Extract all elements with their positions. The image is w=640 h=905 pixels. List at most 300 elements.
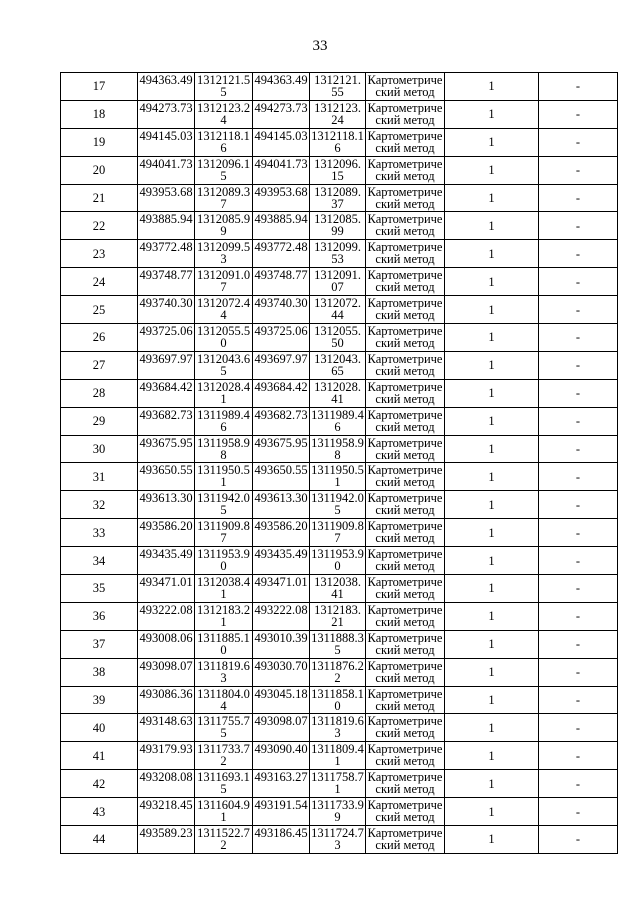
new-y-cell — [310, 296, 366, 324]
new-y-cell — [310, 156, 366, 184]
method-text: Картометрический метод — [367, 686, 443, 713]
existing-y-cell — [195, 212, 253, 240]
description-cell — [539, 602, 618, 630]
description-cell — [539, 519, 618, 547]
method-cell — [366, 602, 445, 630]
new-y-cell — [310, 519, 366, 547]
new-x-cell — [253, 547, 310, 575]
table-row — [61, 547, 618, 575]
accuracy-cell — [445, 351, 539, 379]
new-x-cell — [253, 686, 310, 714]
new-y-text: 1311942.05 — [311, 491, 364, 518]
accuracy-text: 1 — [488, 414, 495, 429]
existing-y-text: 1311909.87 — [197, 519, 250, 546]
new-y-cell — [310, 128, 366, 156]
point-number-cell — [61, 575, 138, 603]
existing-y-text: 1312038.41 — [196, 575, 251, 602]
table-row — [61, 184, 618, 212]
table-row — [61, 519, 618, 547]
existing-x-cell — [138, 240, 195, 268]
existing-y-cell — [195, 602, 253, 630]
description-text: - — [575, 804, 581, 819]
method-text: Картометрический метод — [367, 491, 443, 518]
description-text: - — [575, 386, 581, 401]
existing-y-cell — [195, 156, 253, 184]
new-x-cell — [253, 826, 310, 854]
new-x-cell — [253, 463, 310, 491]
method-text: Картометрический метод — [367, 770, 443, 797]
new-x-cell — [253, 351, 310, 379]
accuracy-text: 1 — [488, 274, 495, 289]
existing-x-cell — [138, 100, 195, 128]
method-text: Картометрический метод — [367, 575, 443, 602]
new-x-cell — [253, 156, 310, 184]
accuracy-cell — [445, 73, 539, 101]
existing-y-text: 1312099.53 — [196, 240, 251, 267]
point-number-text: 41 — [92, 748, 106, 763]
point-number-cell — [61, 240, 138, 268]
new-x-text: 493748.77 — [254, 268, 308, 283]
point-number-cell — [61, 602, 138, 630]
existing-x-cell — [138, 379, 195, 407]
existing-y-cell — [195, 73, 253, 101]
point-number-cell — [61, 519, 138, 547]
new-y-text: 1311953.90 — [311, 547, 364, 574]
method-text: Картометрический метод — [367, 547, 443, 574]
new-x-text: 493191.54 — [254, 798, 308, 813]
method-text: Картометрический метод — [367, 184, 443, 211]
method-cell — [366, 407, 445, 435]
table-row — [61, 658, 618, 686]
accuracy-text: 1 — [488, 330, 495, 345]
new-x-text: 493675.95 — [254, 435, 308, 450]
new-y-cell — [310, 491, 366, 519]
accuracy-cell — [445, 714, 539, 742]
point-number-cell — [61, 184, 138, 212]
new-x-text: 493030.70 — [254, 658, 308, 673]
accuracy-cell — [445, 742, 539, 770]
existing-x-cell — [138, 351, 195, 379]
new-x-text: 493682.73 — [254, 407, 308, 422]
existing-x-cell — [138, 324, 195, 352]
method-cell — [366, 212, 445, 240]
new-x-text: 493725.06 — [254, 324, 308, 339]
new-x-cell — [253, 184, 310, 212]
method-text: Картометрический метод — [367, 240, 443, 267]
new-x-cell — [253, 630, 310, 658]
existing-y-text: 1312055.50 — [196, 324, 251, 351]
accuracy-text: 1 — [488, 442, 495, 457]
accuracy-cell — [445, 100, 539, 128]
new-y-cell — [310, 714, 366, 742]
existing-x-text: 494273.73 — [139, 100, 193, 115]
point-number-cell — [61, 212, 138, 240]
point-number-cell — [61, 742, 138, 770]
description-text: - — [575, 330, 581, 345]
point-number-cell — [61, 798, 138, 826]
point-number-text: 33 — [92, 525, 106, 540]
method-cell — [366, 826, 445, 854]
existing-x-cell — [138, 826, 195, 854]
accuracy-text: 1 — [488, 163, 495, 178]
method-cell — [366, 547, 445, 575]
accuracy-text: 1 — [488, 832, 495, 847]
new-x-text: 493045.18 — [254, 686, 308, 701]
new-y-cell — [310, 100, 366, 128]
accuracy-cell — [445, 491, 539, 519]
new-y-text: 1311888.35 — [311, 630, 364, 657]
point-number-cell — [61, 128, 138, 156]
existing-x-cell — [138, 630, 195, 658]
new-x-cell — [253, 770, 310, 798]
point-number-cell — [61, 73, 138, 101]
existing-x-cell — [138, 435, 195, 463]
accuracy-cell — [445, 379, 539, 407]
point-number-text: 39 — [92, 693, 106, 708]
new-y-cell — [310, 407, 366, 435]
new-y-text: 1312123.24 — [314, 100, 361, 127]
accuracy-text: 1 — [488, 776, 495, 791]
new-y-text: 1311858.10 — [311, 686, 364, 713]
description-cell — [539, 658, 618, 686]
table-row — [61, 379, 618, 407]
accuracy-text: 1 — [488, 246, 495, 261]
existing-y-text: 1312118.16 — [197, 128, 250, 155]
new-x-cell — [253, 296, 310, 324]
description-text: - — [575, 442, 581, 457]
point-number-cell — [61, 100, 138, 128]
point-number-cell — [61, 379, 138, 407]
method-text: Картометрический метод — [367, 602, 443, 629]
new-y-cell — [310, 379, 366, 407]
existing-y-text: 1312091.07 — [196, 268, 251, 295]
new-y-text: 1312089.37 — [314, 184, 361, 211]
description-cell — [539, 100, 618, 128]
table-row — [61, 73, 618, 101]
table-row — [61, 212, 618, 240]
existing-x-text: 493179.93 — [139, 742, 193, 757]
accuracy-text: 1 — [488, 302, 495, 317]
existing-y-cell — [195, 407, 253, 435]
existing-x-text: 493435.49 — [139, 547, 193, 562]
description-text: - — [575, 163, 581, 178]
existing-x-text: 493008.06 — [139, 630, 193, 645]
accuracy-text: 1 — [488, 358, 495, 373]
new-x-cell — [253, 73, 310, 101]
existing-x-text: 493650.55 — [139, 463, 193, 478]
new-y-text: 1311958.98 — [311, 435, 364, 462]
existing-y-cell — [195, 296, 253, 324]
existing-y-cell — [195, 128, 253, 156]
point-number-cell — [61, 435, 138, 463]
point-number-cell — [61, 324, 138, 352]
point-number-cell — [61, 407, 138, 435]
existing-y-text: 1311942.05 — [197, 491, 250, 518]
existing-y-cell — [195, 686, 253, 714]
description-cell — [539, 240, 618, 268]
existing-x-text: 493885.94 — [139, 212, 193, 227]
new-x-cell — [253, 519, 310, 547]
new-y-text: 1312118.16 — [311, 128, 364, 155]
description-text: - — [575, 469, 581, 484]
description-cell — [539, 351, 618, 379]
new-y-cell — [310, 268, 366, 296]
description-cell — [539, 742, 618, 770]
method-text: Картометрический метод — [367, 435, 443, 462]
existing-x-text: 493086.36 — [139, 686, 193, 701]
new-x-cell — [253, 100, 310, 128]
description-text: - — [575, 107, 581, 122]
point-number-text: 22 — [92, 218, 106, 233]
description-text: - — [575, 302, 581, 317]
point-number-cell — [61, 268, 138, 296]
method-cell — [366, 463, 445, 491]
new-x-text: 493885.94 — [254, 212, 308, 227]
existing-y-cell — [195, 547, 253, 575]
new-x-text: 493697.97 — [254, 351, 308, 366]
table-row — [61, 268, 618, 296]
method-text: Картометрический метод — [367, 379, 443, 406]
new-y-text: 1311989.46 — [311, 407, 364, 434]
new-x-cell — [253, 379, 310, 407]
accuracy-cell — [445, 156, 539, 184]
existing-y-cell — [195, 240, 253, 268]
existing-x-cell — [138, 770, 195, 798]
new-y-cell — [310, 658, 366, 686]
point-number-cell — [61, 156, 138, 184]
method-cell — [366, 128, 445, 156]
existing-x-text: 493748.77 — [139, 268, 193, 283]
method-cell — [366, 686, 445, 714]
point-number-text: 36 — [92, 609, 106, 624]
point-number-cell — [61, 658, 138, 686]
point-number-text: 21 — [92, 191, 106, 205]
new-x-cell — [253, 742, 310, 770]
accuracy-text: 1 — [488, 748, 495, 763]
new-y-cell — [310, 686, 366, 714]
method-text: Картометрический метод — [367, 351, 443, 378]
method-cell — [366, 630, 445, 658]
existing-x-text: 494363.49 — [139, 73, 193, 87]
existing-y-text: 1312072.44 — [196, 296, 251, 323]
existing-x-text: 493098.07 — [139, 658, 193, 673]
table-row — [61, 742, 618, 770]
accuracy-cell — [445, 407, 539, 435]
method-text: Картометрический метод — [367, 742, 443, 769]
new-y-text: 1312121.55 — [314, 73, 361, 99]
new-x-cell — [253, 658, 310, 686]
existing-x-cell — [138, 798, 195, 826]
description-text: - — [575, 581, 581, 596]
new-y-cell — [310, 770, 366, 798]
new-y-cell — [310, 212, 366, 240]
method-text: Картометрический метод — [367, 100, 443, 127]
method-text: Картометрический метод — [367, 798, 443, 825]
point-number-text: 23 — [92, 246, 106, 261]
description-cell — [539, 770, 618, 798]
point-number-text: 43 — [92, 804, 106, 819]
accuracy-text: 1 — [488, 804, 495, 819]
new-y-text: 1312096.15 — [314, 156, 361, 183]
method-cell — [366, 100, 445, 128]
new-y-text: 1312028.41 — [314, 379, 361, 406]
existing-x-cell — [138, 73, 195, 101]
method-cell — [366, 435, 445, 463]
method-text: Картометрический метод — [367, 826, 443, 853]
new-x-text: 493650.55 — [254, 463, 308, 478]
description-cell — [539, 268, 618, 296]
accuracy-text: 1 — [488, 553, 495, 568]
method-text: Картометрический метод — [367, 407, 443, 434]
existing-y-text: 1311604.91 — [197, 798, 250, 825]
existing-y-cell — [195, 435, 253, 463]
existing-x-cell — [138, 686, 195, 714]
existing-x-cell — [138, 407, 195, 435]
description-text: - — [575, 832, 581, 847]
new-x-text: 493740.30 — [254, 296, 308, 311]
table-row — [61, 770, 618, 798]
accuracy-cell — [445, 212, 539, 240]
table-row — [61, 630, 618, 658]
description-cell — [539, 73, 618, 101]
accuracy-cell — [445, 463, 539, 491]
existing-y-cell — [195, 658, 253, 686]
new-x-text: 494041.73 — [254, 156, 308, 171]
description-text: - — [575, 525, 581, 540]
accuracy-text: 1 — [488, 525, 495, 540]
new-x-cell — [253, 268, 310, 296]
existing-x-cell — [138, 519, 195, 547]
existing-y-cell — [195, 268, 253, 296]
accuracy-text: 1 — [488, 665, 495, 680]
existing-x-text: 493682.73 — [139, 407, 193, 422]
description-cell — [539, 379, 618, 407]
new-x-cell — [253, 602, 310, 630]
point-number-text: 27 — [92, 358, 106, 373]
new-x-text: 493613.30 — [254, 491, 308, 506]
accuracy-cell — [445, 547, 539, 575]
method-text: Картометрический метод — [367, 714, 443, 741]
accuracy-cell — [445, 575, 539, 603]
new-y-text: 1311909.87 — [311, 519, 364, 546]
existing-x-cell — [138, 296, 195, 324]
point-number-text: 35 — [92, 581, 106, 596]
description-text: - — [575, 274, 581, 289]
point-number-cell — [61, 547, 138, 575]
accuracy-text: 1 — [488, 720, 495, 735]
table-row — [61, 714, 618, 742]
accuracy-text: 1 — [488, 637, 495, 652]
point-number-cell — [61, 826, 138, 854]
new-y-cell — [310, 602, 366, 630]
existing-y-text: 1311885.10 — [197, 630, 250, 657]
point-number-cell — [61, 296, 138, 324]
existing-y-cell — [195, 100, 253, 128]
accuracy-text: 1 — [488, 191, 495, 205]
method-cell — [366, 575, 445, 603]
new-y-cell — [310, 826, 366, 854]
table-row — [61, 100, 618, 128]
new-y-cell — [310, 742, 366, 770]
existing-x-cell — [138, 268, 195, 296]
existing-y-text: 1312183.21 — [196, 602, 251, 629]
new-y-text: 1312072.44 — [314, 296, 361, 323]
accuracy-cell — [445, 826, 539, 854]
accuracy-text: 1 — [488, 107, 495, 122]
method-cell — [366, 240, 445, 268]
point-number-text: 32 — [92, 497, 106, 512]
new-y-cell — [310, 351, 366, 379]
point-number-cell — [61, 714, 138, 742]
point-number-text: 26 — [92, 330, 106, 345]
existing-y-cell — [195, 324, 253, 352]
existing-y-cell — [195, 826, 253, 854]
point-number-text: 18 — [92, 107, 106, 122]
new-y-cell — [310, 184, 366, 212]
point-number-text: 28 — [92, 386, 106, 401]
accuracy-cell — [445, 519, 539, 547]
description-cell — [539, 491, 618, 519]
existing-y-cell — [195, 491, 253, 519]
method-cell — [366, 184, 445, 212]
existing-y-text: 1312089.37 — [196, 184, 251, 211]
table-row — [61, 296, 618, 324]
description-text: - — [575, 246, 581, 261]
existing-y-cell — [195, 770, 253, 798]
description-cell — [539, 686, 618, 714]
accuracy-cell — [445, 435, 539, 463]
existing-x-text: 493772.48 — [139, 240, 193, 255]
accuracy-text: 1 — [488, 386, 495, 401]
existing-y-cell — [195, 630, 253, 658]
existing-y-cell — [195, 519, 253, 547]
existing-x-text: 493697.97 — [139, 351, 193, 366]
existing-y-cell — [195, 184, 253, 212]
description-cell — [539, 296, 618, 324]
accuracy-text: 1 — [488, 135, 495, 150]
existing-y-text: 1312123.24 — [196, 100, 251, 127]
table-row — [61, 240, 618, 268]
point-number-text: 37 — [92, 637, 106, 652]
existing-x-cell — [138, 212, 195, 240]
existing-x-text: 493589.23 — [139, 826, 193, 841]
method-text: Картометрический метод — [367, 268, 443, 295]
new-y-text: 1311876.22 — [311, 658, 364, 685]
table-row — [61, 407, 618, 435]
new-y-cell — [310, 798, 366, 826]
new-y-cell — [310, 324, 366, 352]
new-x-cell — [253, 798, 310, 826]
new-x-cell — [253, 128, 310, 156]
point-number-text: 24 — [92, 274, 106, 289]
table-row — [61, 798, 618, 826]
new-y-text: 1312043.65 — [314, 351, 361, 378]
existing-y-cell — [195, 575, 253, 603]
description-text: - — [575, 191, 581, 205]
existing-x-text: 494041.73 — [139, 156, 193, 171]
new-x-cell — [253, 714, 310, 742]
existing-y-text: 1312043.65 — [196, 351, 251, 378]
existing-x-cell — [138, 714, 195, 742]
accuracy-cell — [445, 296, 539, 324]
existing-x-text: 493208.08 — [139, 770, 193, 785]
new-x-cell — [253, 240, 310, 268]
accuracy-text: 1 — [488, 609, 495, 624]
accuracy-cell — [445, 184, 539, 212]
method-cell — [366, 742, 445, 770]
description-text: - — [575, 637, 581, 652]
new-x-text: 493163.27 — [254, 770, 308, 785]
